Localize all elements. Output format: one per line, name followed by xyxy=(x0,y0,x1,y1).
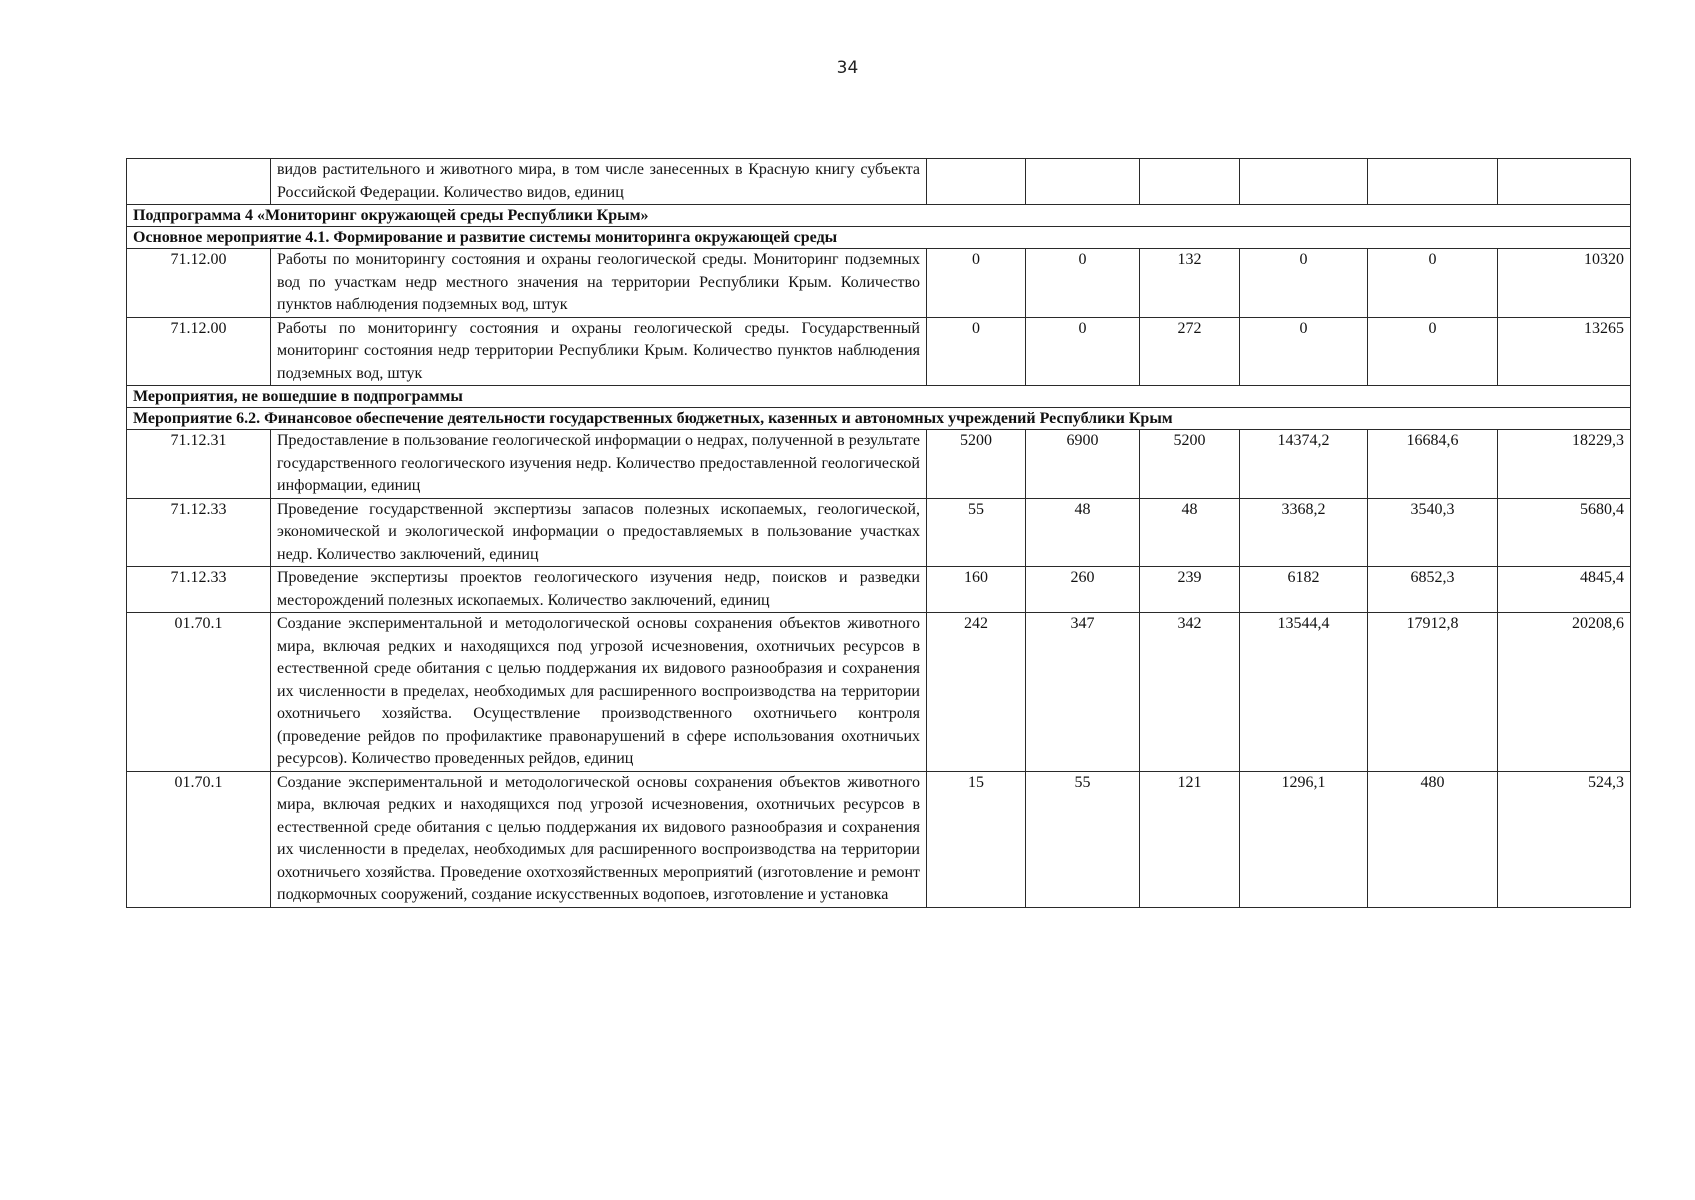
table-row xyxy=(127,249,1631,318)
value-cell: 17912,8 xyxy=(1368,613,1498,772)
okved-code-cell: 71.12.00 xyxy=(127,317,271,386)
value-cell: 18229,3 xyxy=(1498,430,1631,499)
value-cell: 239 xyxy=(1140,567,1240,613)
description-cell: Работы по мониторингу состояния и охраны геологической среды. Государственный мониторинг состояния недр территории Республики Крым. Количество пунктов наблюдения подземных вод, штук xyxy=(271,317,927,386)
table-row xyxy=(127,317,1631,386)
value-cell: 242 xyxy=(927,613,1026,772)
table-row xyxy=(127,430,1631,499)
value-cell: 20208,6 xyxy=(1498,613,1631,772)
description-cell: Создание экспериментальной и методологической основы сохранения объектов животного мира, включая редких и находящихся под угрозой исчезновения, охотничьих ресурсов в естественной среде обитания с целью поддержания их видового разнообразия и сохранения их численности в пределах, необходимых для расширенного воспроизводства на территории охотничьего хозяйства. Осуществление производственного охотничьего контроля (проведение рейдов по профилактике правонарушений в сфере использования охотничьих ресурсов). Количество проведенных рейдов, единиц xyxy=(271,613,927,772)
value-cell xyxy=(1498,159,1631,205)
description-cell: Предоставление в пользование геологической информации о недрах, полученной в результате государственного геологического изучения недр. Количество предоставленной геологической информации, единиц xyxy=(271,430,927,499)
value-cell: 260 xyxy=(1026,567,1140,613)
okved-code-cell: 71.12.33 xyxy=(127,567,271,613)
description-cell: Работы по мониторингу состояния и охраны геологической среды. Мониторинг подземных вод по участкам недр местного значения на территории Республики Крым. Количество пунктов наблюдения подземных вод, штук xyxy=(271,249,927,318)
value-cell: 5680,4 xyxy=(1498,498,1631,567)
value-cell: 5200 xyxy=(927,430,1026,499)
event-title: Мероприятие 6.2. Финансовое обеспечение деятельности государственных бюджетных, казенных и автономных учреждений Республики Крым xyxy=(127,408,1631,430)
value-cell: 272 xyxy=(1140,317,1240,386)
section-header-row xyxy=(127,227,1631,249)
value-cell xyxy=(1368,159,1498,205)
section-header-row xyxy=(127,408,1631,430)
table-row xyxy=(127,567,1631,613)
value-cell: 6182 xyxy=(1240,567,1368,613)
main-event-title: Основное мероприятие 4.1. Формирование и развитие системы мониторинга окружающей среды xyxy=(127,227,1631,249)
value-cell: 121 xyxy=(1140,771,1240,907)
value-cell: 132 xyxy=(1140,249,1240,318)
subprogram-title: Подпрограмма 4 «Мониторинг окружающей среды Республики Крым» xyxy=(127,205,1631,227)
value-cell: 55 xyxy=(927,498,1026,567)
value-cell xyxy=(1140,159,1240,205)
value-cell: 6900 xyxy=(1026,430,1140,499)
state-assignment-table xyxy=(126,158,1631,908)
value-cell: 0 xyxy=(927,249,1026,318)
value-cell: 3540,3 xyxy=(1368,498,1498,567)
value-cell: 48 xyxy=(1026,498,1140,567)
value-cell: 160 xyxy=(927,567,1026,613)
value-cell: 13544,4 xyxy=(1240,613,1368,772)
value-cell: 0 xyxy=(1240,317,1368,386)
value-cell: 10320 xyxy=(1498,249,1631,318)
value-cell: 6852,3 xyxy=(1368,567,1498,613)
value-cell: 0 xyxy=(1368,317,1498,386)
value-cell xyxy=(1240,159,1368,205)
section-header-row xyxy=(127,205,1631,227)
not-included-title: Мероприятия, не вошедшие в подпрограммы xyxy=(127,386,1631,408)
value-cell: 342 xyxy=(1140,613,1240,772)
description-cell: Создание экспериментальной и методологической основы сохранения объектов животного мира, включая редких и находящихся под угрозой исчезновения, охотничьих ресурсов в естественной среде обитания с целью поддержания их видового разнообразия и сохранения их численности в пределах, необходимых для расширенного воспроизводства на территории охотничьего хозяйства. Проведение охотхозяйственных мероприятий (изготовление и ремонт подкормочных сооружений, создание искусственных водопоев, изготовление и установка xyxy=(271,771,927,907)
value-cell: 524,3 xyxy=(1498,771,1631,907)
table-row xyxy=(127,159,1631,205)
okved-code-cell: 01.70.1 xyxy=(127,771,271,907)
description-cell: видов растительного и животного мира, в том числе занесенных в Красную книгу субъекта Российской Федерации. Количество видов, единиц xyxy=(271,159,927,205)
value-cell xyxy=(1026,159,1140,205)
value-cell: 55 xyxy=(1026,771,1140,907)
value-cell: 48 xyxy=(1140,498,1240,567)
okved-code-cell: 01.70.1 xyxy=(127,613,271,772)
value-cell: 0 xyxy=(1240,249,1368,318)
value-cell: 0 xyxy=(1026,249,1140,318)
description-cell: Проведение экспертизы проектов геологического изучения недр, поисков и разведки месторождений полезных ископаемых. Количество заключений, единиц xyxy=(271,567,927,613)
value-cell: 4845,4 xyxy=(1498,567,1631,613)
value-cell: 0 xyxy=(1026,317,1140,386)
description-cell: Проведение государственной экспертизы запасов полезных ископаемых, геологической, экономической и экологической информации о предоставляемых в пользование участках недр. Количество заключений, единиц xyxy=(271,498,927,567)
value-cell xyxy=(927,159,1026,205)
table-row xyxy=(127,498,1631,567)
value-cell: 3368,2 xyxy=(1240,498,1368,567)
table-row xyxy=(127,771,1631,907)
value-cell: 5200 xyxy=(1140,430,1240,499)
section-header-row xyxy=(127,386,1631,408)
table-row xyxy=(127,613,1631,772)
value-cell: 480 xyxy=(1368,771,1498,907)
value-cell: 16684,6 xyxy=(1368,430,1498,499)
okved-code-cell xyxy=(127,159,271,205)
okved-code-cell: 71.12.00 xyxy=(127,249,271,318)
okved-code-cell: 71.12.31 xyxy=(127,430,271,499)
value-cell: 0 xyxy=(927,317,1026,386)
value-cell: 0 xyxy=(1368,249,1498,318)
value-cell: 13265 xyxy=(1498,317,1631,386)
okved-code-cell: 71.12.33 xyxy=(127,498,271,567)
value-cell: 1296,1 xyxy=(1240,771,1368,907)
page-number: 34 xyxy=(836,58,859,78)
value-cell: 14374,2 xyxy=(1240,430,1368,499)
value-cell: 15 xyxy=(927,771,1026,907)
value-cell: 347 xyxy=(1026,613,1140,772)
